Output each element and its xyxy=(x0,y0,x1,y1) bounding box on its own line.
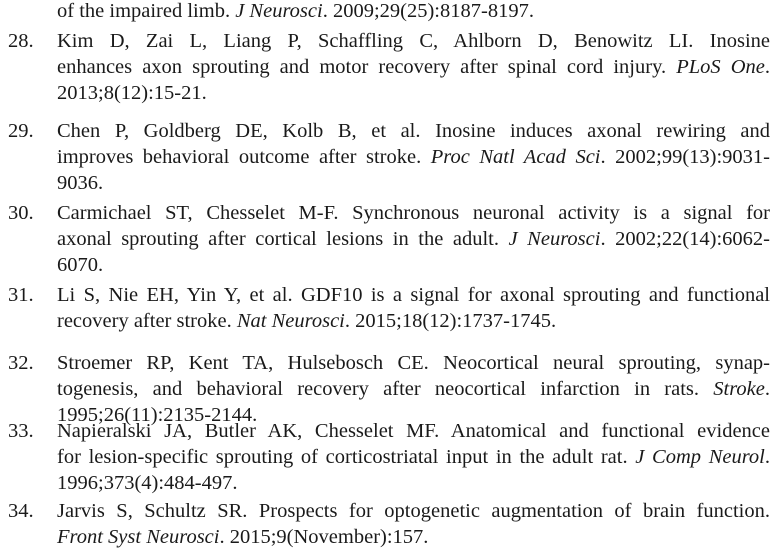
reference-number: 31. xyxy=(8,284,34,306)
reference-segment: 1996;373(4):484-497. xyxy=(57,472,238,494)
reference-segment: axonal sprouting after cortical lesions in the adult. xyxy=(57,228,509,250)
reference-segment: Carmichael ST, Chesselet M-F. Synchronous neuronal activity is a signal for xyxy=(57,202,770,224)
reference-line xyxy=(57,350,770,376)
journal-name: J Neurosci xyxy=(508,228,601,250)
reference-text xyxy=(57,282,770,334)
reference-number: 30. xyxy=(8,202,34,224)
reference-number: 34. xyxy=(8,500,34,522)
reference-line xyxy=(57,54,770,80)
reference-line xyxy=(57,308,770,334)
reference-segment: for lesion-specific sprouting of corticostriatal input in the adult rat. xyxy=(57,446,636,468)
reference-line xyxy=(57,418,770,444)
reference-number: 29. xyxy=(8,120,34,142)
reference-segment: Li S, Nie EH, Yin Y, et al. GDF10 is a signal for axonal sprouting and functional xyxy=(57,284,770,306)
reference-line xyxy=(57,200,770,226)
reference-text xyxy=(57,118,770,196)
journal-name: Stroke xyxy=(713,378,765,400)
reference-segment: . xyxy=(764,446,770,468)
reference-item xyxy=(8,418,770,496)
journal-name: Front Syst Neurosci xyxy=(57,526,220,548)
reference-line xyxy=(57,376,770,402)
journal-name: Proc Natl Acad Sci xyxy=(430,146,601,168)
reference-item xyxy=(8,282,770,334)
reference-segment: . 2002;99(13):9031- xyxy=(600,146,771,168)
reference-item xyxy=(8,28,770,106)
journal-name: J Comp Neurol xyxy=(635,446,765,468)
reference-segment: Chen P, Goldberg DE, Kolb B, et al. Inosine induces axonal rewiring and xyxy=(57,120,770,142)
journal-name: Nat Neurosci xyxy=(236,310,345,332)
reference-segment: 2013;8(12):15-21. xyxy=(57,82,207,104)
reference-text xyxy=(57,418,770,496)
reference-segment: togenesis, and behavioral recovery after neocortical infarction in rats. xyxy=(57,378,714,400)
reference-segment: . 2002;22(14):6062- xyxy=(600,228,770,250)
reference-line xyxy=(57,470,770,496)
reference-number: 33. xyxy=(8,420,34,442)
reference-item xyxy=(8,498,770,550)
reference-segment: . xyxy=(764,56,771,78)
reference-number: 32. xyxy=(8,352,34,374)
reference-line xyxy=(57,80,770,106)
reference-segment: 6070. xyxy=(57,254,104,276)
reference-segment: improves behavioral outcome after stroke. xyxy=(57,146,431,168)
reference-segment: recovery after stroke. xyxy=(57,310,237,332)
reference-line xyxy=(57,170,770,196)
reference-item xyxy=(8,118,770,196)
reference-line xyxy=(57,524,770,550)
reference-line xyxy=(57,498,770,524)
continuation-tail: . 2009;29(25):8187-8197. xyxy=(322,0,534,22)
reference-line xyxy=(57,118,770,144)
reference-segment: Kim D, Zai L, Liang P, Schaffling C, Ahlborn D, Benowitz LI. Inosine xyxy=(57,30,770,52)
reference-segment: 1995;26(11):2135-2144. xyxy=(57,404,258,426)
reference-number: 28. xyxy=(8,30,34,52)
reference-line xyxy=(57,444,770,470)
reference-text xyxy=(57,28,770,106)
reference-segment: . 2015;18(12):1737-1745. xyxy=(344,310,557,332)
reference-segment: Napieralski JA, Butler AK, Chesselet MF. Anatomical and functional evidence xyxy=(57,420,770,442)
journal-name: PLoS One xyxy=(676,56,765,78)
reference-segment: . xyxy=(764,378,770,400)
reference-line xyxy=(57,282,770,308)
reference-item xyxy=(8,200,770,278)
reference-line xyxy=(57,144,770,170)
reference-segment: 9036. xyxy=(57,172,104,194)
reference-segment: Jarvis S, Schultz SR. Prospects for optogenetic augmentation of brain function. xyxy=(57,500,770,522)
reference-line xyxy=(57,226,770,252)
continuation-text: of the impaired limb. xyxy=(57,0,236,22)
reference-text xyxy=(57,350,770,428)
continuation-journal: J Neurosci xyxy=(235,0,323,22)
reference-item xyxy=(8,350,770,428)
reference-line xyxy=(57,252,770,278)
reference-text xyxy=(57,498,770,550)
reference-continuation xyxy=(57,0,769,24)
reference-text xyxy=(57,200,770,278)
reference-segment: Stroemer RP, Kent TA, Hulsebosch CE. Neocortical neural sprouting, synap- xyxy=(57,352,770,374)
reference-line xyxy=(57,28,770,54)
reference-segment: . 2015;9(November):157. xyxy=(219,526,429,548)
reference-segment: enhances axon sprouting and motor recovery after spinal cord injury. xyxy=(57,56,677,78)
